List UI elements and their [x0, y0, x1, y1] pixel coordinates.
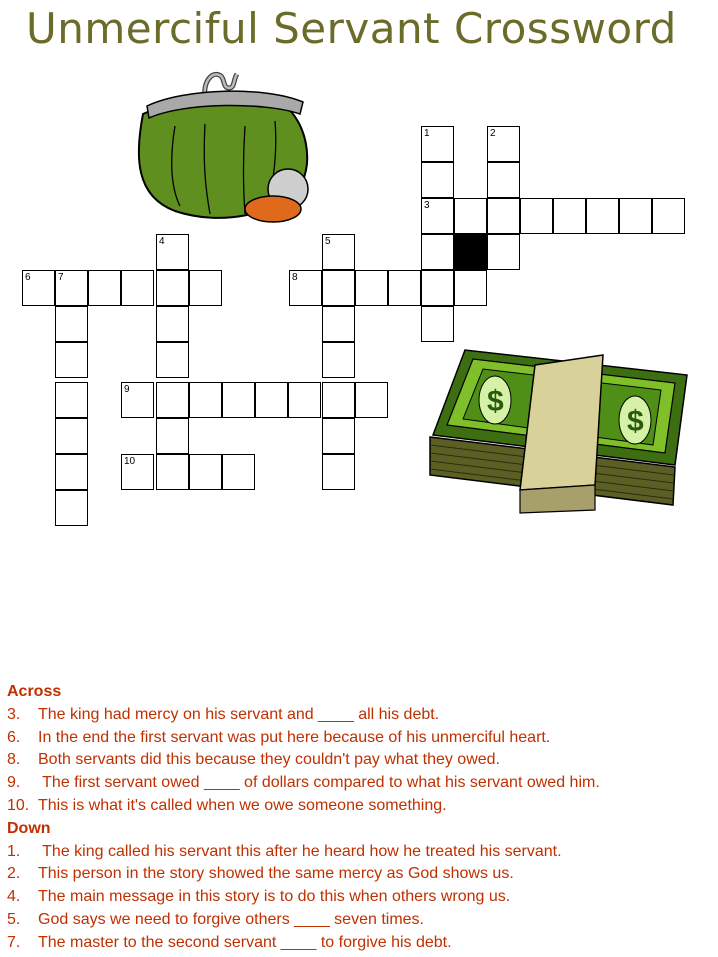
down-clue — [7, 932, 715, 955]
across-heading: Across — [7, 683, 62, 700]
crossword-cell[interactable] — [156, 382, 189, 418]
crossword-cell[interactable] — [421, 234, 454, 270]
clue-num: 2. — [7, 865, 21, 883]
crossword-cell[interactable] — [520, 198, 553, 234]
clue-num: 4. — [7, 888, 21, 906]
clue-num: 1. — [7, 842, 21, 860]
crossword-cell[interactable] — [156, 306, 189, 342]
crossword-cell[interactable] — [222, 454, 255, 490]
crossword-cell[interactable] — [288, 382, 321, 418]
across-clue — [7, 704, 715, 727]
clue-text: God says we need to forgive others ____ seven times. — [38, 910, 424, 928]
page-title: Unmerciful Servant Crossword — [26, 4, 677, 53]
crossword-cell[interactable] — [55, 490, 88, 526]
clue-number: 7 — [58, 272, 64, 283]
clue-number: 2 — [490, 128, 496, 139]
crossword-cell[interactable] — [322, 306, 355, 342]
crossword-cell[interactable] — [121, 382, 154, 418]
crossword-cell[interactable] — [454, 270, 487, 306]
crossword-cell[interactable] — [487, 198, 520, 234]
clue-text: The master to the second servant ____ to forgive his debt. — [38, 933, 452, 951]
clue-num: 6. — [7, 728, 21, 746]
crossword-cell[interactable] — [156, 234, 189, 270]
crossword-cell[interactable] — [421, 198, 454, 234]
clue-text: The first servant owed ____ of dollars compared to what his servant owed him. — [38, 774, 600, 792]
crossword-cell[interactable] — [421, 162, 454, 198]
crossword-cell[interactable] — [322, 418, 355, 454]
clue-num: 9. — [7, 774, 21, 792]
clue-number: 6 — [25, 272, 31, 283]
clue-text: This person in the story showed the same mercy as God shows us. — [38, 865, 514, 883]
svg-text:$: $ — [627, 405, 644, 438]
across-clue — [7, 772, 715, 795]
crossword-cell[interactable] — [454, 198, 487, 234]
crossword-cell[interactable] — [652, 198, 685, 234]
crossword-cell[interactable] — [55, 270, 88, 306]
crossword-cell[interactable] — [55, 382, 88, 418]
clue-num: 5. — [7, 910, 21, 928]
across-clue — [7, 727, 715, 750]
clue-list — [7, 681, 715, 955]
across-clue — [7, 749, 715, 772]
clue-text: The main message in this story is to do this when others wrong us. — [38, 888, 511, 906]
crossword-cell[interactable] — [355, 270, 388, 306]
crossword-cell[interactable] — [156, 270, 189, 306]
crossword-cell[interactable] — [586, 198, 619, 234]
crossword-cell[interactable] — [553, 198, 586, 234]
crossword-cell[interactable] — [619, 198, 652, 234]
crossword-cell[interactable] — [222, 382, 255, 418]
crossword-cell[interactable] — [289, 270, 322, 306]
down-clue — [7, 841, 715, 864]
crossword-cell[interactable] — [55, 454, 88, 490]
crossword-cell[interactable] — [322, 382, 355, 418]
crossword-cell[interactable] — [55, 306, 88, 342]
crossword-cell[interactable] — [388, 270, 421, 306]
crossword-cell[interactable] — [255, 382, 288, 418]
crossword-cell[interactable] — [156, 454, 189, 490]
blocked-cell — [454, 234, 487, 270]
clue-text: This is what it's called when we owe someone something. — [38, 796, 447, 814]
down-clue — [7, 886, 715, 909]
svg-text:$: $ — [487, 385, 504, 418]
clue-num: 3. — [7, 705, 21, 723]
across-clue — [7, 795, 715, 818]
clue-text: In the end the first servant was put here because of his unmerciful heart. — [38, 728, 551, 746]
down-clue — [7, 863, 715, 886]
crossword-cell[interactable] — [421, 126, 454, 162]
clue-num: 7. — [7, 933, 21, 951]
purse-icon — [125, 66, 320, 226]
clue-number: 10 — [124, 456, 136, 467]
clue-number: 8 — [292, 272, 298, 283]
down-clue — [7, 909, 715, 932]
crossword-cell[interactable] — [421, 270, 454, 306]
crossword-cell[interactable] — [322, 234, 355, 270]
crossword-cell[interactable] — [189, 454, 222, 490]
clue-number: 1 — [424, 128, 430, 139]
crossword-cell[interactable] — [55, 342, 88, 378]
crossword-cell[interactable] — [189, 382, 222, 418]
crossword-cell[interactable] — [156, 418, 189, 454]
crossword-cell[interactable] — [322, 342, 355, 378]
clue-number: 9 — [124, 384, 130, 395]
crossword-cell[interactable] — [22, 270, 55, 306]
crossword-cell[interactable] — [88, 270, 121, 306]
clue-text: Both servants did this because they couldn't pay what they owed. — [38, 751, 500, 769]
crossword-cell[interactable] — [322, 454, 355, 490]
clue-number: 3 — [424, 200, 430, 211]
clue-text: The king had mercy on his servant and ____ all his debt. — [38, 705, 440, 723]
crossword-cell[interactable] — [487, 162, 520, 198]
down-heading: Down — [7, 819, 51, 837]
crossword-cell[interactable] — [121, 270, 154, 306]
money-stack-icon — [425, 345, 690, 515]
clue-number: 4 — [159, 236, 165, 247]
crossword-cell[interactable] — [189, 270, 222, 306]
clue-num: 10. — [7, 796, 30, 814]
crossword-cell[interactable] — [487, 126, 520, 162]
crossword-cell[interactable] — [156, 342, 189, 378]
crossword-cell[interactable] — [322, 270, 355, 306]
crossword-cell[interactable] — [121, 454, 154, 490]
clue-number: 5 — [325, 236, 331, 247]
crossword-cell[interactable] — [487, 234, 520, 270]
crossword-cell[interactable] — [421, 306, 454, 342]
clue-num: 8. — [7, 751, 21, 769]
clue-text: The king called his servant this after he heard how he treated his servant. — [38, 842, 562, 860]
crossword-cell[interactable] — [55, 418, 88, 454]
crossword-cell[interactable] — [355, 382, 388, 418]
